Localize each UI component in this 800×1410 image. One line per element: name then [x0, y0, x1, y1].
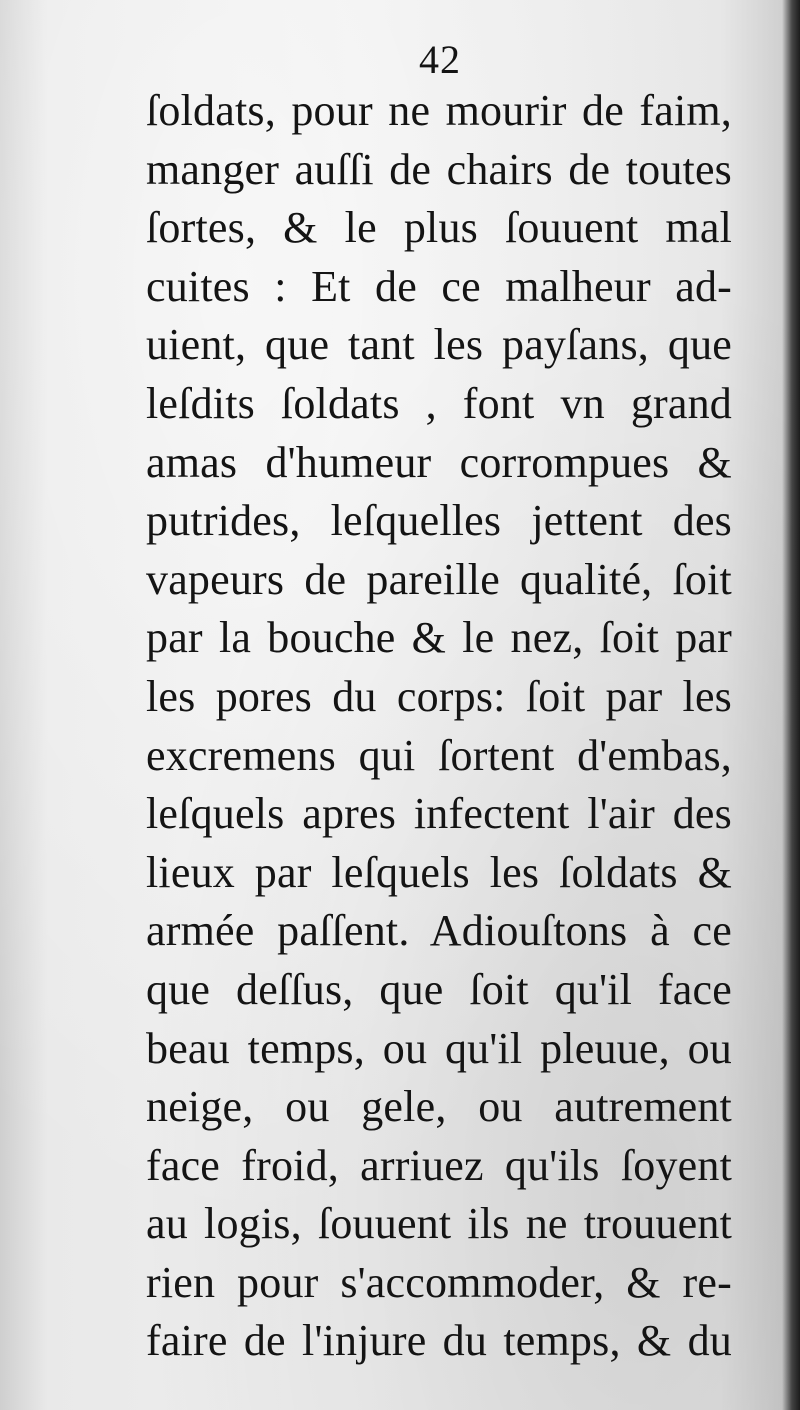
text-line: putrides, leſquelles jettent des	[146, 496, 732, 546]
text-line: excremens qui ſortent d'embas,	[146, 730, 732, 780]
text-line: les pores du corps: ſoit par les	[146, 671, 732, 721]
text-line: au logis, ſouuent ils ne trouuent	[146, 1199, 732, 1249]
text-line: beau temps, ou qu'il pleuue, ou	[146, 1023, 732, 1073]
text-line: manger auſſi de chairs de toutes	[146, 144, 732, 194]
text-line: leſquels apres infectent l'air des	[146, 789, 732, 839]
text-line: amas d'humeur corrompues &	[146, 437, 732, 487]
text-line: cuites : Et de ce malheur ad-	[146, 261, 732, 311]
page-number: 42	[419, 37, 461, 82]
text-line: uient, que tant les payſans, que	[146, 320, 732, 370]
text-line: ſortes, & le plus ſouuent mal	[146, 203, 732, 253]
text-line: leſdits ſoldats , font vn grand	[146, 378, 732, 428]
text-line: faire de l'injure du temps, & du	[146, 1316, 732, 1366]
text-line: neige, ou gele, ou autrement	[146, 1082, 732, 1132]
text-line: armée paſſent. Adiouſtons à ce	[146, 906, 732, 956]
text-line: vapeurs de pareille qualité, ſoit	[146, 554, 732, 604]
text-line: lieux par leſquels les ſoldats &	[146, 847, 732, 897]
text-line: ſoldats, pour ne mourir de faim,	[146, 86, 732, 135]
text-line: face froid, arriuez qu'ils ſoyent	[146, 1140, 732, 1190]
body-text	[146, 82, 732, 1371]
text-line: par la bouche & le nez, ſoit par	[146, 613, 732, 663]
text-line: rien pour s'accommoder, & re-	[146, 1257, 732, 1307]
text-line: que deſſus, que ſoit qu'il face	[146, 964, 732, 1014]
